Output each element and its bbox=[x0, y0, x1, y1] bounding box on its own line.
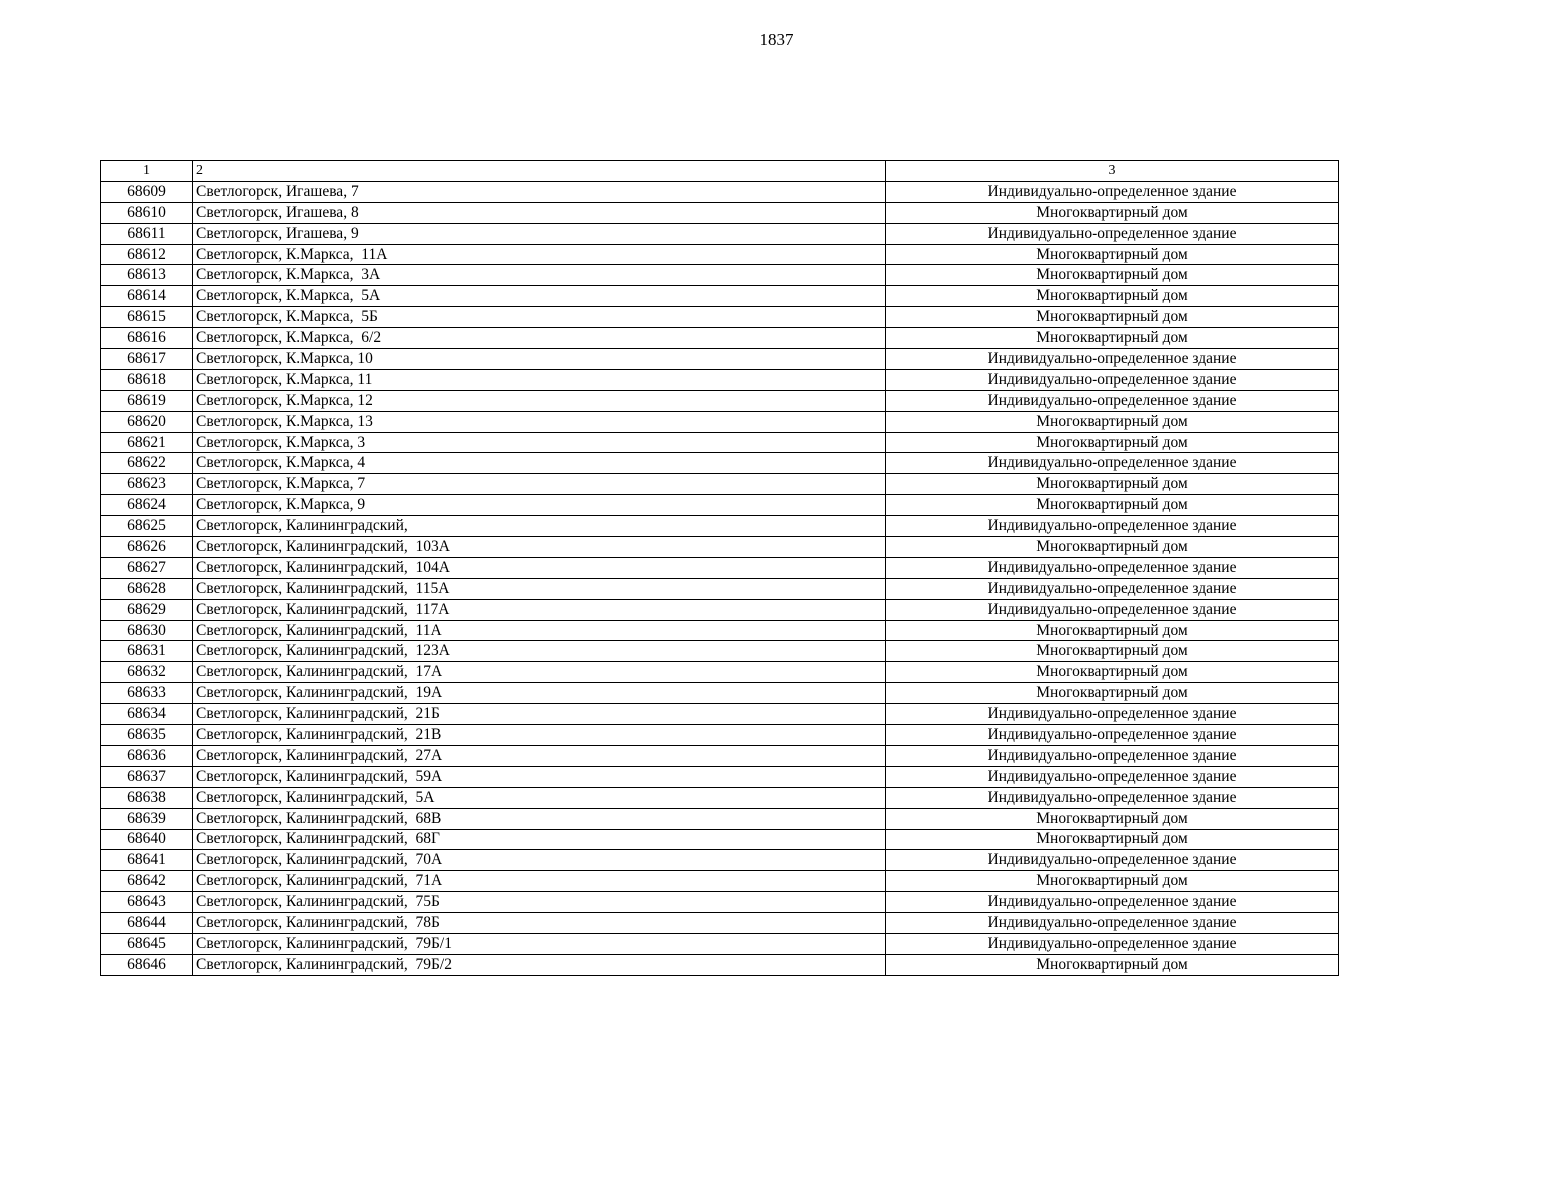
row-id-cell: 68642 bbox=[101, 871, 193, 892]
row-type-cell: Индивидуально-определенное здание bbox=[886, 787, 1339, 808]
row-address-cell: Светлогорск, Калининградский, 21В bbox=[193, 725, 886, 746]
row-type-cell: Многоквартирный дом bbox=[886, 829, 1339, 850]
row-type-cell: Индивидуально-определенное здание bbox=[886, 223, 1339, 244]
row-type-cell: Многоквартирный дом bbox=[886, 307, 1339, 328]
table-row bbox=[101, 704, 1339, 725]
row-type-cell: Индивидуально-определенное здание bbox=[886, 599, 1339, 620]
row-type-cell: Многоквартирный дом bbox=[886, 244, 1339, 265]
table-row bbox=[101, 683, 1339, 704]
table-row bbox=[101, 265, 1339, 286]
row-id-cell: 68644 bbox=[101, 913, 193, 934]
table-row bbox=[101, 662, 1339, 683]
row-type-cell: Индивидуально-определенное здание bbox=[886, 704, 1339, 725]
row-id-cell: 68645 bbox=[101, 933, 193, 954]
row-address-cell: Светлогорск, К.Маркса, 9 bbox=[193, 495, 886, 516]
row-address-cell: Светлогорск, К.Маркса, 7 bbox=[193, 474, 886, 495]
table-row bbox=[101, 913, 1339, 934]
table-row bbox=[101, 871, 1339, 892]
row-address-cell: Светлогорск, К.Маркса, 11А bbox=[193, 244, 886, 265]
row-id-cell: 68609 bbox=[101, 181, 193, 202]
row-id-cell: 68628 bbox=[101, 578, 193, 599]
row-id-cell: 68614 bbox=[101, 286, 193, 307]
row-id-cell: 68643 bbox=[101, 892, 193, 913]
row-address-cell: Светлогорск, Калининградский, 11А bbox=[193, 620, 886, 641]
table-row bbox=[101, 244, 1339, 265]
row-id-cell: 68639 bbox=[101, 808, 193, 829]
row-type-cell: Индивидуально-определенное здание bbox=[886, 725, 1339, 746]
row-type-cell: Многоквартирный дом bbox=[886, 662, 1339, 683]
table-row bbox=[101, 745, 1339, 766]
row-type-cell: Индивидуально-определенное здание bbox=[886, 516, 1339, 537]
row-address-cell: Светлогорск, Игашева, 7 bbox=[193, 181, 886, 202]
table-row bbox=[101, 808, 1339, 829]
table-row bbox=[101, 474, 1339, 495]
row-id-cell: 68630 bbox=[101, 620, 193, 641]
row-type-cell: Многоквартирный дом bbox=[886, 620, 1339, 641]
row-id-cell: 68624 bbox=[101, 495, 193, 516]
row-address-cell: Светлогорск, Калининградский, 70А bbox=[193, 850, 886, 871]
row-address-cell: Светлогорск, Калининградский, 59А bbox=[193, 766, 886, 787]
table-row bbox=[101, 829, 1339, 850]
row-address-cell: Светлогорск, К.Маркса, 4 bbox=[193, 453, 886, 474]
row-address-cell: Светлогорск, Калининградский, 115А bbox=[193, 578, 886, 599]
row-type-cell: Многоквартирный дом bbox=[886, 871, 1339, 892]
row-address-cell: Светлогорск, К.Маркса, 10 bbox=[193, 349, 886, 370]
table-row bbox=[101, 181, 1339, 202]
table-row bbox=[101, 432, 1339, 453]
row-type-cell: Индивидуально-определенное здание bbox=[886, 390, 1339, 411]
row-type-cell: Индивидуально-определенное здание bbox=[886, 557, 1339, 578]
table-row bbox=[101, 933, 1339, 954]
table-row bbox=[101, 537, 1339, 558]
row-type-cell: Многоквартирный дом bbox=[886, 411, 1339, 432]
row-id-cell: 68629 bbox=[101, 599, 193, 620]
row-address-cell: Светлогорск, Игашева, 9 bbox=[193, 223, 886, 244]
row-type-cell: Многоквартирный дом bbox=[886, 537, 1339, 558]
row-id-cell: 68641 bbox=[101, 850, 193, 871]
column-header-1: 1 bbox=[101, 161, 193, 182]
table-row bbox=[101, 954, 1339, 975]
table-row bbox=[101, 411, 1339, 432]
row-address-cell: Светлогорск, К.Маркса, 6/2 bbox=[193, 328, 886, 349]
row-id-cell: 68613 bbox=[101, 265, 193, 286]
row-address-cell: Светлогорск, Калининградский, 104А bbox=[193, 557, 886, 578]
row-type-cell: Многоквартирный дом bbox=[886, 641, 1339, 662]
row-address-cell: Светлогорск, К.Маркса, 3 bbox=[193, 432, 886, 453]
table-row bbox=[101, 223, 1339, 244]
table-row bbox=[101, 349, 1339, 370]
table-row bbox=[101, 453, 1339, 474]
row-address-cell: Светлогорск, Калининградский, 68В bbox=[193, 808, 886, 829]
table-row bbox=[101, 578, 1339, 599]
row-id-cell: 68640 bbox=[101, 829, 193, 850]
row-type-cell: Многоквартирный дом bbox=[886, 265, 1339, 286]
table-row bbox=[101, 787, 1339, 808]
row-type-cell: Многоквартирный дом bbox=[886, 328, 1339, 349]
table-row bbox=[101, 516, 1339, 537]
table-header-row bbox=[101, 161, 1339, 182]
row-address-cell: Светлогорск, Калининградский, 21Б bbox=[193, 704, 886, 725]
row-address-cell: Светлогорск, Игашева, 8 bbox=[193, 202, 886, 223]
row-address-cell: Светлогорск, Калининградский, 79Б/2 bbox=[193, 954, 886, 975]
row-address-cell: Светлогорск, Калининградский, 27А bbox=[193, 745, 886, 766]
row-id-cell: 68621 bbox=[101, 432, 193, 453]
row-id-cell: 68616 bbox=[101, 328, 193, 349]
row-id-cell: 68632 bbox=[101, 662, 193, 683]
table-row bbox=[101, 892, 1339, 913]
row-type-cell: Индивидуально-определенное здание bbox=[886, 850, 1339, 871]
row-address-cell: Светлогорск, Калининградский, 5А bbox=[193, 787, 886, 808]
row-address-cell: Светлогорск, К.Маркса, 13 bbox=[193, 411, 886, 432]
registry-table-body bbox=[101, 161, 1339, 976]
row-type-cell: Многоквартирный дом bbox=[886, 286, 1339, 307]
row-type-cell: Индивидуально-определенное здание bbox=[886, 349, 1339, 370]
row-id-cell: 68619 bbox=[101, 390, 193, 411]
row-type-cell: Многоквартирный дом bbox=[886, 202, 1339, 223]
row-address-cell: Светлогорск, К.Маркса, 11 bbox=[193, 369, 886, 390]
column-header-2: 2 bbox=[193, 161, 886, 182]
row-id-cell: 68617 bbox=[101, 349, 193, 370]
row-id-cell: 68631 bbox=[101, 641, 193, 662]
row-type-cell: Индивидуально-определенное здание bbox=[886, 913, 1339, 934]
row-id-cell: 68634 bbox=[101, 704, 193, 725]
row-id-cell: 68615 bbox=[101, 307, 193, 328]
row-type-cell: Многоквартирный дом bbox=[886, 683, 1339, 704]
row-address-cell: Светлогорск, Калининградский, 68Г bbox=[193, 829, 886, 850]
row-address-cell: Светлогорск, Калининградский, 78Б bbox=[193, 913, 886, 934]
table-row bbox=[101, 286, 1339, 307]
table-row bbox=[101, 850, 1339, 871]
row-address-cell: Светлогорск, Калининградский, 71А bbox=[193, 871, 886, 892]
table-row bbox=[101, 369, 1339, 390]
page-number: 1837 bbox=[759, 30, 794, 49]
row-address-cell: Светлогорск, Калининградский, 79Б/1 bbox=[193, 933, 886, 954]
row-id-cell: 68646 bbox=[101, 954, 193, 975]
table-row bbox=[101, 766, 1339, 787]
table-row bbox=[101, 725, 1339, 746]
row-type-cell: Индивидуально-определенное здание bbox=[886, 181, 1339, 202]
table-row bbox=[101, 620, 1339, 641]
row-id-cell: 68637 bbox=[101, 766, 193, 787]
table-row bbox=[101, 557, 1339, 578]
row-address-cell: Светлогорск, Калининградский, 75Б bbox=[193, 892, 886, 913]
row-id-cell: 68618 bbox=[101, 369, 193, 390]
row-type-cell: Индивидуально-определенное здание bbox=[886, 578, 1339, 599]
row-address-cell: Светлогорск, Калининградский, 17А bbox=[193, 662, 886, 683]
row-type-cell: Многоквартирный дом bbox=[886, 432, 1339, 453]
row-address-cell: Светлогорск, К.Маркса, 5Б bbox=[193, 307, 886, 328]
row-id-cell: 68620 bbox=[101, 411, 193, 432]
row-address-cell: Светлогорск, Калининградский, 123А bbox=[193, 641, 886, 662]
row-id-cell: 68612 bbox=[101, 244, 193, 265]
row-id-cell: 68635 bbox=[101, 725, 193, 746]
table-row bbox=[101, 495, 1339, 516]
row-address-cell: Светлогорск, К.Маркса, 5А bbox=[193, 286, 886, 307]
row-id-cell: 68611 bbox=[101, 223, 193, 244]
column-header-3: 3 bbox=[886, 161, 1339, 182]
row-address-cell: Светлогорск, Калининградский, 117А bbox=[193, 599, 886, 620]
row-address-cell: Светлогорск, Калининградский, 19А bbox=[193, 683, 886, 704]
row-address-cell: Светлогорск, Калининградский, bbox=[193, 516, 886, 537]
row-id-cell: 68627 bbox=[101, 557, 193, 578]
row-id-cell: 68633 bbox=[101, 683, 193, 704]
table-row bbox=[101, 641, 1339, 662]
row-type-cell: Многоквартирный дом bbox=[886, 808, 1339, 829]
table-row bbox=[101, 307, 1339, 328]
row-id-cell: 68626 bbox=[101, 537, 193, 558]
row-type-cell: Индивидуально-определенное здание bbox=[886, 892, 1339, 913]
row-id-cell: 68610 bbox=[101, 202, 193, 223]
row-type-cell: Индивидуально-определенное здание bbox=[886, 369, 1339, 390]
table-row bbox=[101, 390, 1339, 411]
row-type-cell: Многоквартирный дом bbox=[886, 954, 1339, 975]
table-row bbox=[101, 202, 1339, 223]
row-id-cell: 68623 bbox=[101, 474, 193, 495]
table-row bbox=[101, 328, 1339, 349]
row-type-cell: Многоквартирный дом bbox=[886, 495, 1339, 516]
row-address-cell: Светлогорск, К.Маркса, 12 bbox=[193, 390, 886, 411]
row-id-cell: 68622 bbox=[101, 453, 193, 474]
row-id-cell: 68636 bbox=[101, 745, 193, 766]
row-type-cell: Индивидуально-определенное здание bbox=[886, 933, 1339, 954]
row-type-cell: Индивидуально-определенное здание bbox=[886, 766, 1339, 787]
row-type-cell: Индивидуально-определенное здание bbox=[886, 453, 1339, 474]
row-type-cell: Индивидуально-определенное здание bbox=[886, 745, 1339, 766]
row-id-cell: 68638 bbox=[101, 787, 193, 808]
registry-table bbox=[100, 160, 1339, 976]
table-row bbox=[101, 599, 1339, 620]
row-address-cell: Светлогорск, К.Маркса, 3А bbox=[193, 265, 886, 286]
row-type-cell: Многоквартирный дом bbox=[886, 474, 1339, 495]
row-address-cell: Светлогорск, Калининградский, 103А bbox=[193, 537, 886, 558]
row-id-cell: 68625 bbox=[101, 516, 193, 537]
